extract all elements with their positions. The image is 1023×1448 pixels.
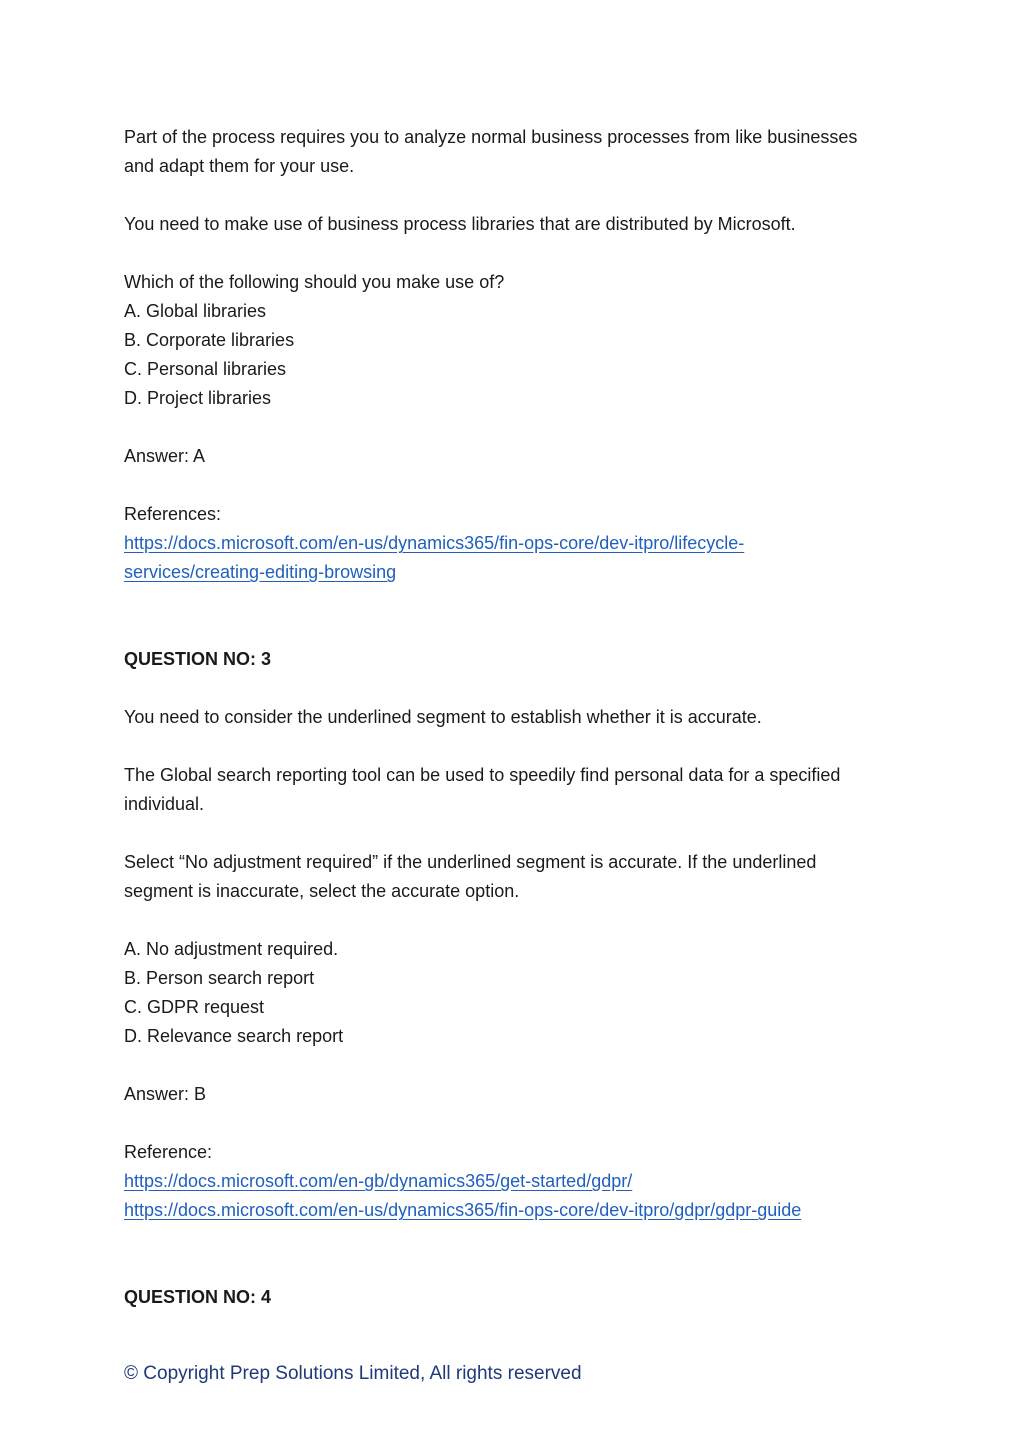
q3-option-c: C. GDPR request	[124, 997, 265, 1017]
q3-option-a: A. No adjustment required.	[124, 939, 339, 959]
q3-instruction: You need to consider the underlined segment to establish whether it is accurate.	[124, 707, 762, 727]
reference-link-line-2[interactable]: services/creating-editing-browsing	[124, 562, 397, 582]
question-3-heading: QUESTION NO: 3	[124, 649, 272, 669]
option-a: A. Global libraries	[124, 301, 267, 321]
option-b: B. Corporate libraries	[124, 330, 295, 350]
reference-link-line-1[interactable]: https://docs.microsoft.com/en-us/dynamics365/fin-ops-core/dev-itpro/lifecycle-	[124, 533, 745, 553]
copyright-footer: © Copyright Prep Solutions Limited, All rights reserved	[124, 1363, 582, 1384]
q3-reference-label: Reference:	[124, 1142, 213, 1162]
references-label: References:	[124, 504, 222, 524]
q3-select-line-1: Select “No adjustment required” if the underlined segment is accurate. If the underlined	[124, 852, 817, 872]
q3-select-line-2: segment is inaccurate, select the accurate option.	[124, 881, 520, 901]
q3-answer: Answer: B	[124, 1084, 207, 1104]
option-d: D. Project libraries	[124, 388, 272, 408]
q3-statement-line-2: individual.	[124, 794, 205, 814]
requirement-text: You need to make use of business process libraries that are distributed by Microsoft.	[124, 214, 796, 234]
q3-option-b: B. Person search report	[124, 968, 315, 988]
intro-paragraph-line-2: and adapt them for your use.	[124, 156, 355, 176]
question-text: Which of the following should you make use of?	[124, 272, 505, 292]
q3-option-d: D. Relevance search report	[124, 1026, 344, 1046]
q3-statement-line-1: The Global search reporting tool can be used to speedily find personal data for a specified	[124, 765, 841, 785]
answer-text: Answer: A	[124, 446, 206, 466]
q3-reference-link-1[interactable]: https://docs.microsoft.com/en-gb/dynamics365/get-started/gdpr/	[124, 1171, 633, 1191]
question-4-heading: QUESTION NO: 4	[124, 1287, 272, 1307]
option-c: C. Personal libraries	[124, 359, 287, 379]
q3-reference-link-2[interactable]: https://docs.microsoft.com/en-us/dynamics365/fin-ops-core/dev-itpro/gdpr/gdpr-guide	[124, 1200, 802, 1220]
intro-paragraph-line-1: Part of the process requires you to analyze normal business processes from like businesses	[124, 127, 858, 147]
